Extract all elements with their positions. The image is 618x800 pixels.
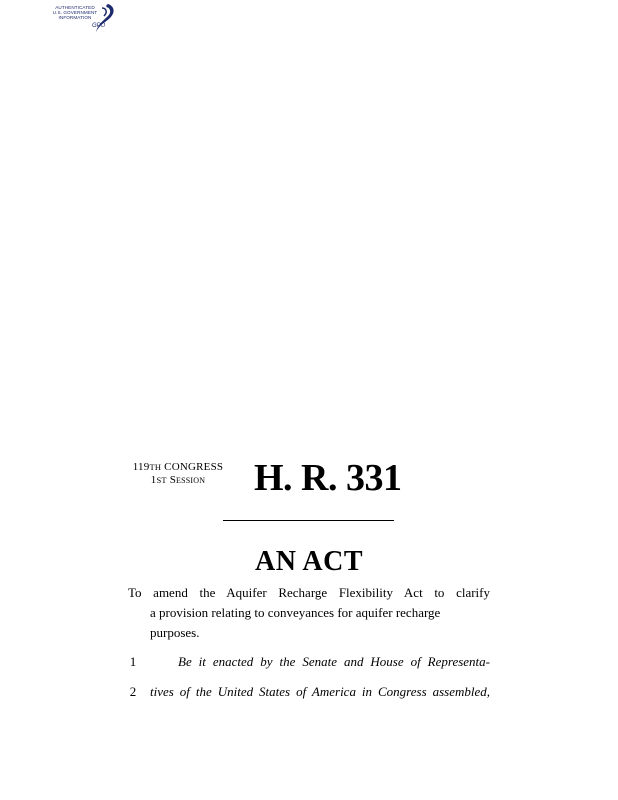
purpose-line-1: To amend the Aquifer Recharge Flexibility Act to clarify [128,585,490,600]
enacting-clause-text: tives of the United States of America in Congress assembled, [150,684,490,699]
enacting-clause-line [0,652,618,672]
session-word: Session [169,474,206,486]
purpose-line-3: purposes. [150,625,200,640]
bill-number: H. R. 331 [254,457,402,499]
seal-line-3: INFORMATION [58,15,92,21]
line-number: 1 [129,654,137,669]
enacting-clause-text: Be it enacted by the Senate and House of Representa- [178,654,490,669]
divider-rule [223,520,394,521]
congress-word: CONGRESS [164,461,224,473]
eagle-icon [88,2,118,36]
line-number: 2 [129,684,137,699]
session-line [118,474,238,487]
purpose-line-2: a provision relating to conveyances for aquifer recharge [150,605,441,620]
bill-purpose [128,583,490,643]
congress-suffix: TH [149,462,162,472]
congress-session-block [118,461,238,487]
gpo-authentication-seal [52,2,122,38]
enacting-clause-line [0,682,618,702]
congress-line [118,461,238,474]
congress-number: 119 [132,461,150,473]
seal-line-1: AUTHENTICATED [55,5,95,10]
act-heading: AN ACT [254,546,363,577]
session-number: 1 [150,474,157,486]
seal-line-2: U.S. GOVERNMENT [52,10,98,16]
seal-gpo-mark: GPO [92,23,106,29]
session-suffix: ST [156,475,167,485]
